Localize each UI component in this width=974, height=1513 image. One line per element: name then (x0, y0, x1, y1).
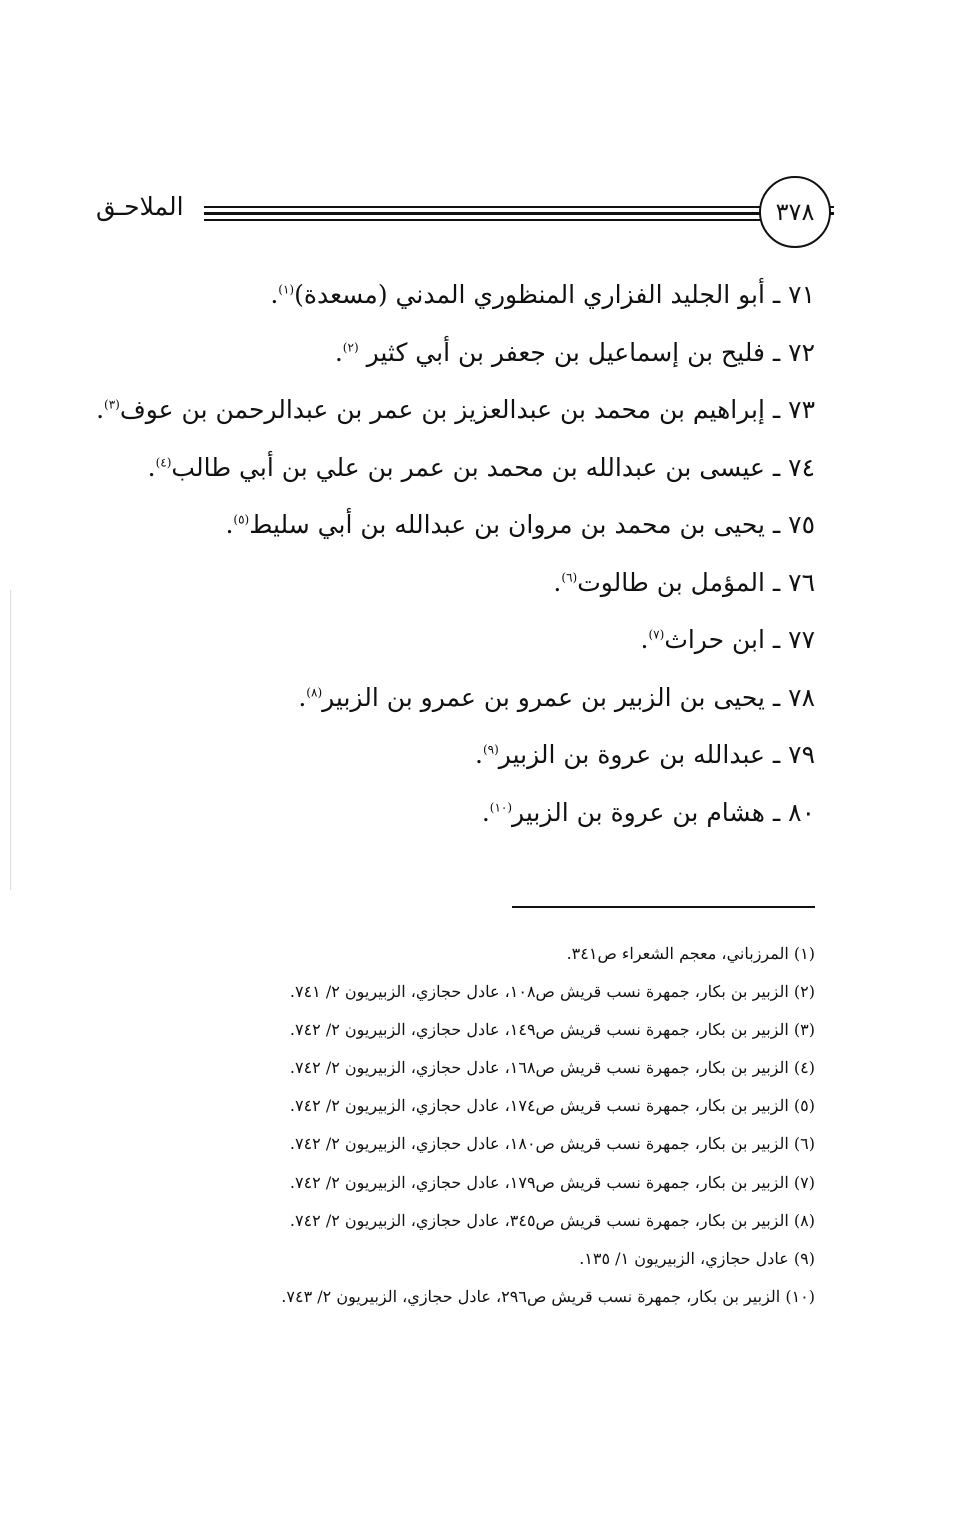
footnote: (٤) الزبير بن بكار، جمهرة نسب قريش ص١٦٨، عادل حجازي، الزبيريون ٢/ ٧٤٢. (289, 1058, 815, 1078)
footnote-separator (512, 906, 815, 908)
page-header (96, 176, 830, 256)
footnote: (٢) الزبير بن بكار، جمهرة نسب قريش ص١٠٨، عادل حجازي، الزبيريون ٢/ ٧٤١. (289, 982, 815, 1002)
footnote: (٩) عادل حجازي، الزبيريون ١/ ١٣٥. (579, 1248, 815, 1268)
footnote-ref: (٢) (342, 340, 359, 355)
list-item: ٧٦ ـ المؤمل بن طالوت$^{(٦)}$. (553, 567, 815, 597)
scan-margin-line (10, 590, 11, 890)
footnote: (٣) الزبير بن بكار، جمهرة نسب قريش ص١٤٩، عادل حجازي، الزبيريون ٢/ ٧٤٢. (289, 1020, 815, 1040)
entry-text: ٧٤ ـ عيسى بن عبدالله بن محمد بن عمر بن علي بن أبي طالب (171, 452, 815, 482)
entry-text: ٧٦ ـ المؤمل بن طالوت (577, 567, 815, 597)
list-item: ٧٥ ـ يحيى بن محمد بن مروان بن عبدالله بن أبي سليط$^{(٥)}$. (225, 510, 815, 539)
list-item: ٧١ ـ أبو الجليد الفزاري المنظوري المدني (مسعدة)$^{(١)}$. (270, 280, 815, 309)
footnotes-list (200, 935, 815, 1316)
entry-text: ٧٢ ـ فليح بن إسماعيل بن جعفر بن أبي كثير (366, 337, 815, 367)
footnote-ref: (٨) (306, 685, 323, 700)
footnote-ref: (٣) (104, 397, 120, 412)
entry-text: ٧٩ ـ عبدالله بن عروة بن الزبير (498, 740, 815, 769)
list-item: ٧٧ ـ ابن حراث$^{(٧)}$. (640, 625, 815, 654)
list-item: ٧٤ ـ عيسى بن عبدالله بن محمد بن عمر بن علي بن أبي طالب$^{(٤)}$. (147, 452, 815, 482)
header-rule-line-2 (204, 212, 760, 215)
list-item: ٧٩ ـ عبدالله بن عروة بن الزبير$^{(٩)}$. (475, 740, 815, 769)
entry-text: ٧٣ ـ إبراهيم بن محمد بن عبدالعزيز بن عمر بن عبدالرحمن بن عوف (119, 395, 815, 424)
footnote: (٨) الزبير بن بكار، جمهرة نسب قريش ص٣٤٥، عادل حجازي، الزبيريون ٢/ ٧٤٢. (289, 1210, 815, 1230)
footnote-ref: (٩) (482, 742, 499, 757)
footnote: (٥) الزبير بن بكار، جمهرة نسب قريش ص١٧٤، عادل حجازي، الزبيريون ٢/ ٧٤٢. (289, 1096, 815, 1116)
header-rule-line-1 (204, 206, 760, 208)
running-title: الملاحـق (96, 192, 184, 221)
footnote: (٧) الزبير بن بكار، جمهرة نسب قريش ص١٧٩، عادل حجازي، الزبيريون ٢/ ٧٤٢. (289, 1172, 815, 1192)
page-number-circle (759, 176, 831, 248)
header-rule-line-3 (204, 219, 760, 221)
appendix-entries-list (90, 270, 815, 845)
entry-text: ٨٠ ـ هشام بن عروة بن الزبير (512, 797, 815, 827)
entry-text: ٧١ ـ أبو الجليد الفزاري المنظوري المدني (مسعدة) (294, 280, 815, 309)
footnote: (٦) الزبير بن بكار، جمهرة نسب قريش ص١٨٠، عادل حجازي، الزبيريون ٢/ ٧٤٢. (289, 1134, 815, 1154)
footnote: (١٠) الزبير بن بكار، جمهرة نسب قريش ص٢٩٦، عادل حجازي، الزبيريون ٢/ ٧٤٣. (281, 1286, 815, 1306)
footnote-ref: (٦) (561, 570, 578, 585)
page-number: ٣٧٨ (775, 198, 815, 226)
footnote-ref: (٤) (155, 455, 172, 470)
list-item: ٧٨ ـ يحيى بن الزبير بن عمرو بن عمرو بن الزبير$^{(٨)}$. (298, 682, 815, 712)
footnote-ref: (٧) (648, 627, 665, 642)
footnote-ref: (١٠) (489, 800, 513, 815)
list-item: ٨٠ ـ هشام بن عروة بن الزبير$^{(١٠)}$. (481, 797, 815, 827)
entry-text: ٧٧ ـ ابن حراث (664, 625, 815, 654)
footnote-ref: (١) (278, 282, 295, 297)
list-item: ٧٣ ـ إبراهيم بن محمد بن عبدالعزيز بن عمر بن عبدالرحمن بن عوف$^{(٣)}$. (96, 395, 815, 424)
entry-text: ٧٥ ـ يحيى بن محمد بن مروان بن عبدالله بن أبي سليط (249, 510, 815, 539)
list-item: ٧٢ ـ فليح بن إسماعيل بن جعفر بن أبي كثير $^{(٢)}$. (334, 337, 815, 367)
footnote-ref: (٥) (233, 512, 250, 527)
footnote: (١) المرزباني، معجم الشعراء ص٣٤١. (566, 944, 815, 963)
entry-text: ٧٨ ـ يحيى بن الزبير بن عمرو بن عمرو بن الزبير (322, 682, 815, 712)
